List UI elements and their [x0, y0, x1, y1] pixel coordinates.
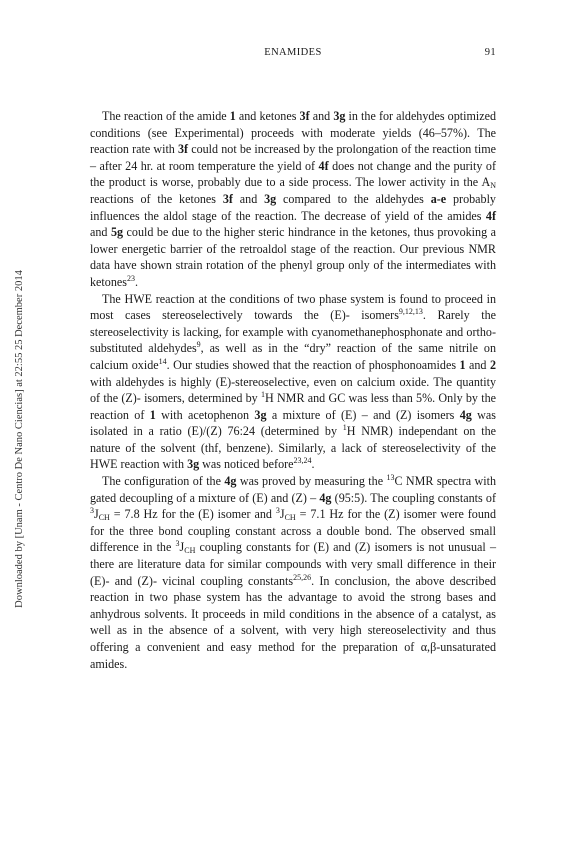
- text-run: could be due to the higher steric hindrance in the ketones, thus provoking a lower energetic barrier of the retroaldol stage of the reaction. Our previous NMR data have shown strain rotation of the phenyl group only of the intermediates with ketones: [90, 225, 496, 289]
- compound-label: 5g: [110, 225, 124, 240]
- compound-label: 2: [489, 357, 496, 372]
- text-run: probably influences the aldol stage of the reaction. The decrease of yield of the amides: [90, 191, 496, 223]
- subscript: CH: [284, 513, 296, 523]
- text-run: was noticed before: [199, 457, 294, 472]
- text-run: coupling constants for (E) and (Z) isomers is not unusual – there are literature data for similar compounds with very small difference in their (E)- and (Z)- vicinal coupling constants: [90, 540, 496, 588]
- compound-label: 3g: [333, 109, 346, 123]
- compound-label: 3g: [264, 191, 277, 206]
- compound-label: 3g: [254, 407, 267, 422]
- text-run: and ketones: [235, 109, 300, 123]
- text-run: with acetophenon: [155, 407, 255, 422]
- superscript: 3: [275, 506, 280, 516]
- text-run: H NMR) independant on the nature of the solvent (thf, benzene). Similarly, a lack of stereoselectivity of the HWE reaction with: [90, 424, 496, 472]
- text-run: was proved by measuring the: [236, 474, 387, 489]
- text-run: The configuration of the: [102, 474, 225, 489]
- text-run: .: [311, 457, 315, 472]
- text-run: The HWE reaction at the conditions of two phase system is found to proceed in most cases stereoselectively towards the (E)- isomers: [90, 291, 496, 323]
- compound-label: 1: [229, 109, 236, 123]
- text-run: in the for aldehydes optimized conditions (see Experimental) proceeds with moderate yields (46–57%). The reaction rate with: [90, 109, 497, 157]
- text-run: was isolated in a ratio (E)/(Z) 76:24 (determined by: [90, 407, 496, 439]
- superscript: 3: [175, 539, 180, 549]
- superscript: 25,26: [293, 572, 312, 582]
- compound-label: 3f: [178, 142, 189, 157]
- text-run: compared to the aldehydes: [276, 191, 431, 206]
- text-run: with aldehydes is highly (E)-stereoselective, even on calcium oxide. The quantity of the (Z)- isomers, determined by: [90, 374, 496, 406]
- paragraph: [90, 108, 496, 291]
- text-run: = 7.8 Hz for the (E) isomer and: [109, 507, 276, 522]
- compound-label: 1: [149, 407, 156, 422]
- superscript: 14: [158, 356, 167, 366]
- text-run: C NMR spectra with gated decoupling of a mixture of (E) and (Z) –: [90, 474, 496, 505]
- compound-label: 1: [459, 357, 466, 372]
- text-run: reactions of the ketones: [90, 191, 223, 206]
- paragraph: [90, 473, 496, 672]
- text-run: J: [179, 540, 185, 555]
- superscript: 1: [260, 390, 265, 400]
- superscript: 9,12,13: [398, 307, 423, 317]
- page-number: 91: [484, 47, 496, 58]
- text-run: could not be increased by the prolongation of the reaction time – after 24 hr. at room temperature the yield of: [90, 142, 496, 173]
- text-run: H NMR and GC was less than 5%. Only by the reaction of: [90, 391, 496, 422]
- text-run: . Our studies showed that the reaction of phosphonoamides: [166, 357, 460, 372]
- text-run: and: [309, 109, 334, 123]
- text-run: J: [94, 507, 99, 522]
- compound-label: a-e: [430, 191, 447, 206]
- superscript: 9: [196, 340, 201, 350]
- compound-label: 3g: [187, 457, 200, 472]
- superscript: 3: [90, 506, 94, 516]
- compound-label: 3f: [222, 191, 233, 206]
- text-run: (95:5). The coupling constants of: [331, 490, 496, 505]
- subscript: CH: [98, 513, 110, 523]
- paragraph: [90, 291, 496, 474]
- compound-label: 4f: [318, 158, 329, 173]
- text-run: J: [279, 507, 285, 522]
- header-title: ENAMIDES: [264, 47, 322, 58]
- compound-label: 3f: [299, 109, 310, 123]
- compound-label: 4f: [485, 208, 496, 223]
- text-run: and: [232, 191, 265, 206]
- subscript: N: [490, 181, 496, 191]
- download-watermark: Downloaded by [Unam - Centro De Nano Ciencias] at 22:55 25 December 2014: [14, 270, 25, 608]
- subscript: CH: [184, 546, 196, 556]
- text-run: .: [134, 274, 138, 289]
- superscript: 23: [126, 273, 135, 283]
- compound-label: 4g: [459, 407, 472, 422]
- text-run: = 7.1 Hz for the (Z) isomer were found for the three bond coupling constant across a double bond. The observed small difference in the: [90, 507, 496, 555]
- text-run: The reaction of the amide: [102, 109, 230, 123]
- running-header: [90, 47, 496, 61]
- text-run: , as well as in the “dry” reaction of the same nitrile on calcium oxide: [90, 341, 496, 372]
- text-run: and: [465, 357, 490, 372]
- text-run: . In conclusion, the above described reaction in two phase system has the advantage to avoid the strong bases and anhydrous solvents. It proceeds in mild conditions in the absence of a catalyst, as well as in the absence of a solvent, with very high stereoselectivity and thus offering a convenient and easy method for the preparation of α,β-unsaturated amides.: [90, 573, 497, 671]
- text-run: . Rarely the stereoselectivity is lacking, for example with cyanomethanephosphonate and ortho-substituted aldehydes: [90, 308, 496, 356]
- superscript: 13: [386, 473, 395, 483]
- superscript: 23,24: [293, 456, 312, 466]
- article-body: [90, 108, 496, 672]
- text-run: and: [90, 225, 111, 240]
- compound-label: 4g: [224, 474, 237, 489]
- compound-label: 4g: [319, 490, 332, 505]
- text-run: a mixture of (E) – and (Z) isomers: [266, 407, 460, 422]
- superscript: 1: [342, 423, 347, 433]
- text-run: does not change and the purity of the product is worse, probably due to a side process. The lower activity in the A: [90, 158, 496, 190]
